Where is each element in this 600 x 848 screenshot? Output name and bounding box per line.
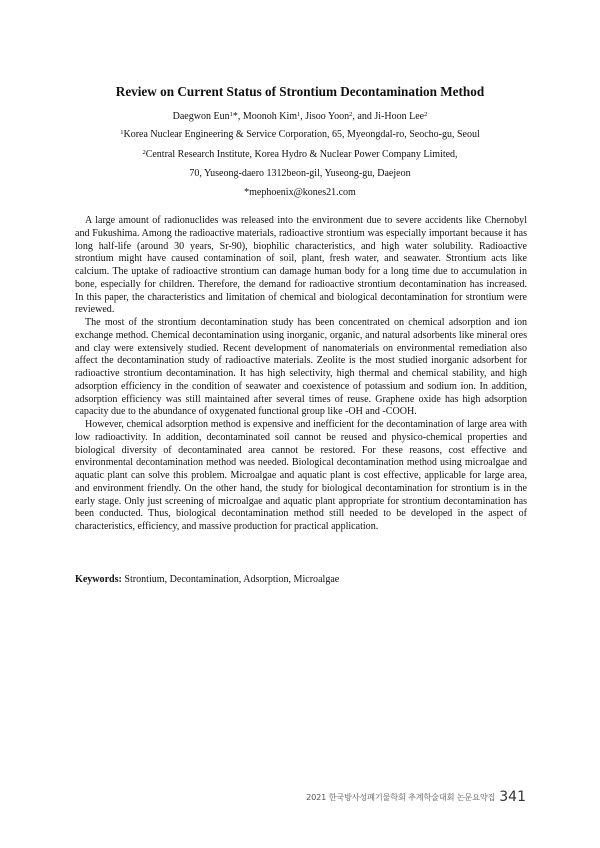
abstract	[75, 215, 527, 534]
author-name: Ji-Hoon Lee	[374, 111, 425, 122]
author-separator: , and	[352, 111, 375, 122]
author-affil-mark: 1	[229, 111, 233, 118]
affiliation-2	[0, 149, 600, 160]
author-separator: ,	[300, 111, 306, 122]
abstract-paragraph: However, chemical adsorption method is expensive and inefficient for the decontamination of large area with low radioactivity. In addition, decontaminated soil cannot be reused and physico-chemical properties and biological diversity of decontaminated area cannot be restored. For these reasons, cost effective and environmental decontamination method was needed. Biological decontamination method using microalgae and aquatic plant can solve this problem. Microalgae and aquatic plant is cost effective, applicable for large area, and environment friendly. On the other hand, the study for biological decontamination for strontium is in the early stage. Only just screening of microalgae and aquatic plant appropriate for strontium decontamination has been conducted. Thus, biological decontamination method still needed to be developed in the aspect of characteristics, efficiency, and massive production for practical application.	[75, 419, 527, 532]
author-name: Jisoo Yoon	[305, 111, 350, 122]
author-name: Moonoh Kim	[242, 111, 297, 122]
author-line	[0, 111, 600, 122]
author-affil-mark: 2	[424, 111, 428, 118]
author-name: Daegwon Eun	[172, 111, 230, 122]
affiliation-1	[0, 129, 600, 140]
keywords	[75, 574, 527, 585]
abstract-paragraph: A large amount of radionuclides was released into the environment due to severe accidents like Chernobyl and Fukushima. Among the radioactive materials, radioactive strontium was especially important because it has long half-life (around 30 years, Sr-90), biophilic characteristics, and high water solubility. Radioactive strontium might have caused contamination of soil, plant, fresh water, and seawater. Strontium acts like calcium. The uptake of radioactive strontium can damage human body for a long time due to accumulation in bone, especially for children. Therefore, the demand for radioactive strontium decontamination has increased. In this paper, the characteristics and limitation of chemical and biological decontamination for strontium were reviewed.	[75, 215, 527, 316]
proceedings-title: 2021 한국방사성폐기물학회 추계학술대회 논문요약집	[306, 792, 496, 802]
affiliation-mark: 1	[120, 129, 124, 136]
affiliation-2-address: 70, Yuseong-daero 1312beon-gil, Yuseong-gu, Daejeon	[189, 168, 411, 179]
author-separator: *,	[232, 111, 243, 122]
abstract-paragraph: The most of the strontium decontamination study has been concentrated on chemical adsorption and ion exchange method. Chemical decontamination using inorganic, organic, and natural adsorbents like mineral ores and clay were extensively studied. Recent development of nanomaterials on environmental remediation also affect the decontamination study of radioactive materials. Zeolite is the most studied inorganic adsorbent for radioactive strontium decontamination. It has high selectivity, high thermal and chemical stability, and high adsorption efficiency in the condition of seawater and coexistence of potassium and sodium ion. In addition, adsorption efficiency was still maintained after several times of reuse. Graphene oxide has high adsorption capacity due to the abundance of oxygenated functional group like -OH and -COOH.	[75, 317, 527, 418]
corresponding-email: *mephoenix@kones21.com	[244, 187, 356, 198]
affiliation-mark: 2	[142, 149, 146, 156]
page-number: 341	[499, 789, 526, 805]
keywords-list: Strontium, Decontamination, Adsorption, Microalgae	[121, 574, 340, 585]
author-affil-mark: 2	[349, 111, 353, 118]
author-affil-mark: 1	[297, 111, 301, 118]
keywords-label: Keywords:	[75, 574, 122, 585]
page-footer	[306, 787, 526, 805]
paper-title: Review on Current Status of Strontium Decontamination Method	[115, 84, 485, 99]
affiliation-text: Central Research Institute, Korea Hydro & Nuclear Power Company Limited,	[145, 149, 458, 160]
affiliation-text: Korea Nuclear Engineering & Service Corporation, 65, Myeongdal-ro, Seocho-gu, Seoul	[123, 129, 480, 140]
